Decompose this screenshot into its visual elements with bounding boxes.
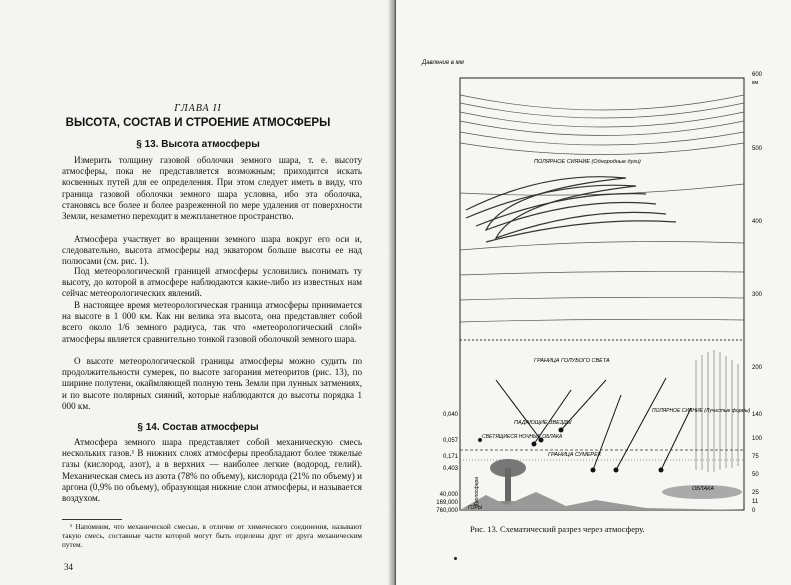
label-falling-stars: ПАДАЮЩИЕ ЗВЕЗДЫ: [514, 420, 572, 426]
section-14-heading: § 14. Состав атмосферы: [137, 422, 259, 433]
label-aurora-top: ПОЛЯРНОЕ СИЯНИЕ (Однородные дуги): [534, 159, 641, 165]
km-unit: км: [752, 80, 759, 86]
label-noctilucent: СВЕТЯЩИЕСЯ НОЧНЫЕ ОБЛАКА: [482, 434, 563, 440]
print-speck: [454, 557, 457, 560]
pressure-tick-169000: 169,000: [436, 500, 458, 506]
km-tick-200: 200: [752, 365, 763, 371]
label-twilight-blue: ГРАНИЦА ГОЛУБОГО СВЕТА: [534, 358, 610, 364]
label-clouds: ОБЛАКА: [692, 486, 715, 492]
pressure-tick-0403: 0,403: [442, 466, 458, 472]
km-tick-100: 100: [752, 436, 763, 442]
paragraph-2: Атмосфера участвует во вращении земного шара вокруг его оси и, следовательно, высота атмосферы над экватором больше высоты ее над полюсами (см. рис. 1).: [62, 234, 362, 267]
section-13-heading: § 13. Высота атмосферы: [136, 139, 260, 150]
label-mountains: ГОРЫ: [468, 505, 483, 511]
aurora-bands: [466, 177, 676, 242]
km-tick-25: 25: [752, 490, 759, 496]
pressure-tick-40000: 40,000: [439, 492, 458, 498]
paragraph-5: О высоте метеорологической границы атмосферы можно судить по продолжительности сумерек, по высоте загорания метеоритов (рис. 13), по ширине полутени, окаймляющей полную тень Земли при лунных затмениях, и по высоте полярных сияний, которые наблюдаются до высоты порядка 1 000 км.: [62, 356, 362, 411]
label-aurora-rays: ПОЛЯРНОЕ СИЯНИЕ (Лучистые формы): [652, 408, 751, 414]
label-twilight-edge: ГРАНИЦА СУМЕРЕК: [548, 452, 602, 458]
pressure-tick-760000: 760,000: [436, 508, 458, 514]
right-page: [396, 0, 791, 585]
km-tick-140: 140: [752, 412, 763, 418]
paragraph-3: Под метеорологической границей атмосферы условились понимать ту высоту, до которой в атмосфере наблюдаются какие-либо из известных нам сейчас метеорологических явлений.: [62, 266, 362, 299]
page-number: 34: [64, 562, 73, 572]
paragraph-6: Атмосфера земного шара представляет собой механическую смесь нескольких газов.¹ В нижних слоях атмосферы преобладают более тяжелые газы (кислород, азот), а в верхних — наиболее легкие (водород, гелий). Механическая смесь из азота (78% по объему), кислорода (21% по объему) и аргона (0,9% по объему), образующая нижние слои атмосферы, и называется воздухом.: [62, 437, 362, 504]
km-tick-300: 300: [752, 292, 763, 298]
sky-arcs: [460, 95, 744, 322]
pressure-tick-0040: 0,040: [442, 412, 458, 418]
km-tick-400: 400: [752, 219, 763, 225]
pressure-tick-0057: 0,057: [442, 438, 458, 444]
paragraph-4: В настоящее время метеорологическая граница атмосферы принимается на высоте в 1 000 км. Как ни велика эта высота, она представляет собой всего около 1/6 земного радиуса, так что «метеорологический слой» атмосферы является сравнительно тонкой газовой оболочкой земного шара.: [62, 300, 362, 344]
km-tick-500: 500: [752, 146, 763, 152]
paragraph-1: Измерить толщину газовой оболочки земного шара, т. е. высоту атмосферы, пока не представляется возможным; приходится искать косвенных путей для ее определения. При этом следует иметь в виду, что граница газовой оболочки земного шара условна, ибо эта оболочка, становясь все более и более разреженной по мере удаления от поверхности Земли, незаметно переходит в межпланетное пространство.: [62, 155, 362, 222]
km-tick-600: 600: [752, 72, 763, 78]
pressure-ticks: [436, 412, 458, 514]
footnote: ¹ Напомним, что механической смесью, в отличие от химического соединения, называют такую смесь, составные части которой могут быть отделены друг от друга механическим путем.: [62, 522, 362, 549]
footnote-rule: [62, 519, 122, 520]
chapter-title: ВЫСОТА, СОСТАВ И СТРОЕНИЕ АТМОСФЕРЫ: [65, 117, 331, 129]
pressure-label: Давление в мм: [422, 60, 464, 66]
chapter-heading: ГЛАВА II: [174, 103, 222, 114]
km-tick-75: 75: [752, 454, 759, 460]
km-ticks: [752, 72, 763, 514]
km-tick-11: 11: [752, 499, 759, 505]
km-tick-0: 0: [752, 508, 756, 514]
km-tick-50: 50: [752, 472, 759, 478]
figure-caption: Рис. 13. Схематический разрез через атмосферу.: [470, 524, 645, 534]
atmosphere-diagram: [396, 0, 791, 585]
pressure-tick-0171: 0,171: [442, 454, 458, 460]
label-troposphere: Тропосфера: [474, 476, 480, 506]
